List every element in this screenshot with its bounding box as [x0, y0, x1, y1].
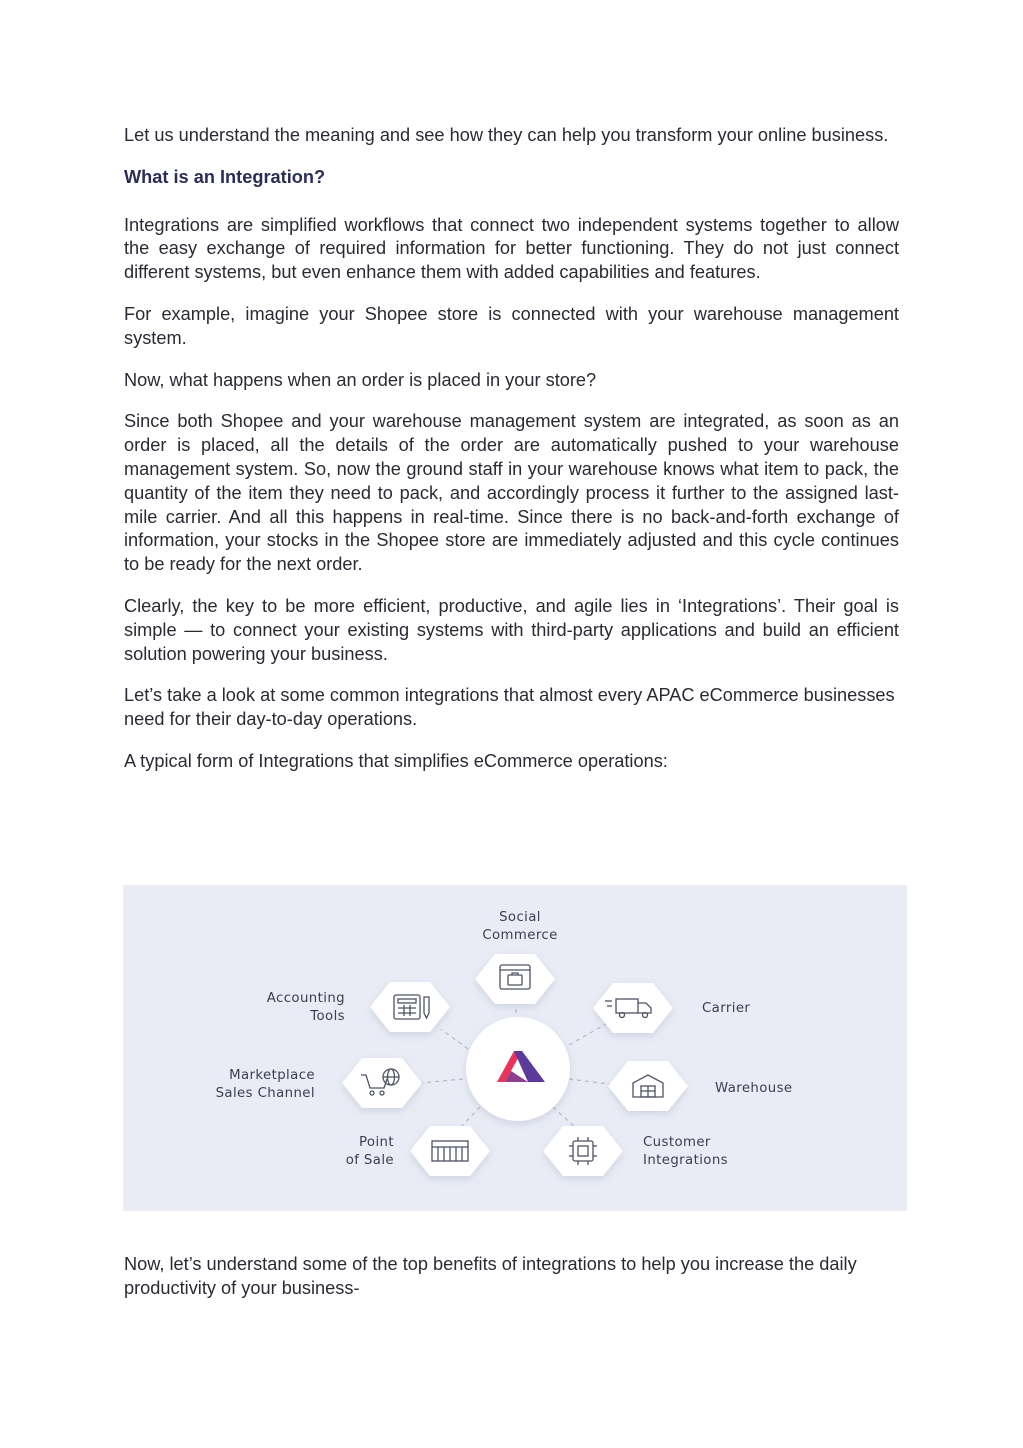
label-carrier-line1: Carrier	[702, 1001, 751, 1016]
paragraph-definition: Integrations are simplified workflows that connect two independent systems together to allow the easy exchange of required information for better functioning. They do not just connect different systems, but even enhance them with added capabilities and features.	[124, 214, 899, 283]
node-accounting-tools	[267, 982, 450, 1032]
label-customer-line1: Customer	[643, 1135, 711, 1150]
article-body	[124, 124, 899, 792]
paragraph-key: Clearly, the key to be more efficient, productive, and agile lies in ‘Integrations’. Their goal is simple — to connect your existing systems with third-party applications and build an efficient solution powering your business.	[124, 595, 899, 664]
label-social-line2: Commerce	[482, 928, 558, 943]
center-hub	[466, 1017, 570, 1121]
integrations-diagram	[123, 885, 907, 1211]
closing-paragraph: Now, let’s understand some of the top benefits of integrations to help you increase the daily productivity of your business-	[124, 1254, 857, 1298]
paragraph-question: Now, what happens when an order is placed in your store?	[124, 369, 597, 390]
closing-block	[124, 1253, 899, 1301]
node-customer-integrations	[543, 1126, 728, 1176]
node-carrier	[593, 983, 750, 1033]
node-point-of-sale	[346, 1126, 490, 1176]
label-customer-line2: Integrations	[643, 1153, 728, 1168]
label-accounting-line1: Accounting	[266, 991, 345, 1006]
paragraph-explanation: Since both Shopee and your warehouse management system are integrated, as soon as an order is placed, all the details of the order are automatically pushed to your warehouse management system. So, now the ground staff in your warehouse knows what item to pack, the quantity of the item they need to pack, and accordingly process it further to the assigned last-mile carrier. And all this happens in real-time. Since there is no back-and-forth exchange of information, your stocks in the Shopee store are immediately adjusted and this cycle continues to be ready for the next order.	[124, 411, 899, 575]
label-warehouse-line1: Warehouse	[715, 1081, 793, 1096]
node-social-commerce	[475, 910, 558, 1004]
label-social-line1: Social	[499, 910, 541, 925]
paragraph-example: For example, imagine your Shopee store is connected with your warehouse management system.	[124, 303, 899, 348]
integrations-diagram-svg	[123, 885, 907, 1211]
intro-paragraph: Let us understand the meaning and see how they can help you transform your online business.	[124, 125, 889, 145]
node-warehouse	[608, 1061, 793, 1111]
paragraph-typical: A typical form of Integrations that simplifies eCommerce operations:	[124, 750, 668, 771]
label-marketplace-line1: Marketplace	[229, 1068, 315, 1083]
label-pos-line1: Point	[358, 1135, 394, 1150]
label-marketplace-line2: Sales Channel	[215, 1086, 315, 1101]
label-pos-line2: of Sale	[345, 1153, 394, 1168]
node-marketplace	[216, 1058, 422, 1108]
paragraph-common: Let’s take a look at some common integrations that almost every APAC eCommerce businesses need for their day-to-day operations.	[124, 685, 895, 730]
section-heading: What is an Integration?	[124, 166, 326, 187]
label-accounting-line2: Tools	[310, 1009, 345, 1024]
